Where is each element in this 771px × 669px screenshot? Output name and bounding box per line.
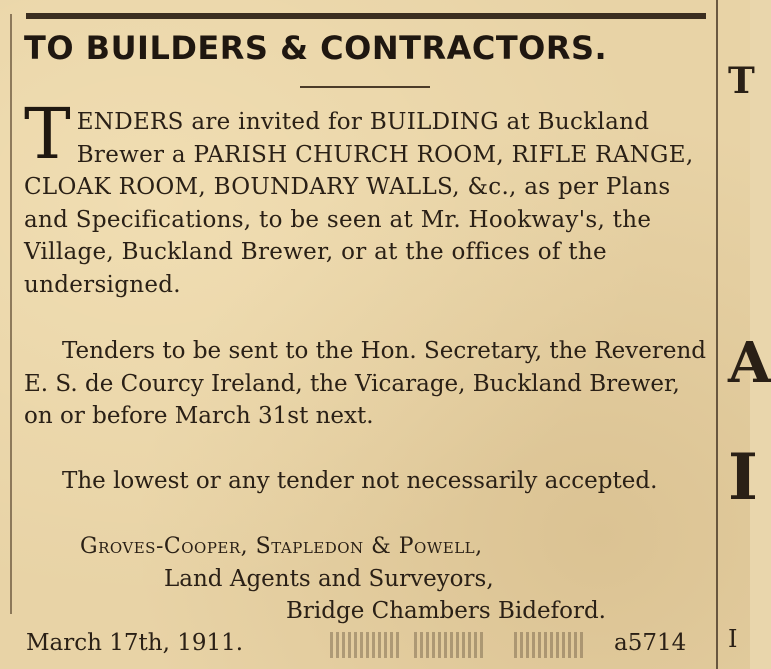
- adjacent-column-fragment: A: [728, 330, 771, 396]
- advert-paragraph-2: Tenders to be sent to the Hon. Secretary, the Reverend E. S. de Courcy Ireland, the Vicarage, Buckland Brewer, on or before March 31st next.: [24, 338, 706, 429]
- print-smudge: [330, 632, 400, 658]
- adjacent-column-fragment: T: [728, 60, 755, 102]
- signatory-role: Land Agents and Surveyors,: [164, 566, 494, 592]
- print-smudge: [414, 632, 484, 658]
- drop-cap: T: [24, 93, 71, 175]
- signatory-name: Groves-Cooper, Stapledon & Powell,: [80, 534, 483, 559]
- advert-heading: TO BUILDERS & CONTRACTORS.: [24, 29, 608, 67]
- advert-reference: a5714: [614, 630, 687, 656]
- left-column-rule: [10, 14, 12, 614]
- adjacent-column-fragment: I: [728, 440, 758, 515]
- signatory-address: Bridge Chambers Bideford.: [286, 598, 606, 624]
- top-heavy-rule: [26, 13, 706, 19]
- column-divider-rule: [716, 0, 718, 669]
- adjacent-column-fragment: I: [728, 625, 738, 653]
- advert-paragraph-3: The lowest or any tender not necessarily accepted.: [62, 468, 658, 494]
- print-smudge: [514, 632, 584, 658]
- advert-date: March 17th, 1911.: [26, 630, 244, 656]
- paragraph-1-text: ENDERS are invited for BUILDING at Buckland Brewer a PARISH CHURCH ROOM, RIFLE RANGE, CLOAK ROOM, BOUNDARY WALLS, &c., as per Plans and Specifications, to be seen at Mr. Hookway's, the Village, Buckland Brewer, or at the offices of the undersigned.: [24, 109, 694, 298]
- advert-paragraph-1: [24, 93, 706, 301]
- heading-divider: [300, 86, 430, 88]
